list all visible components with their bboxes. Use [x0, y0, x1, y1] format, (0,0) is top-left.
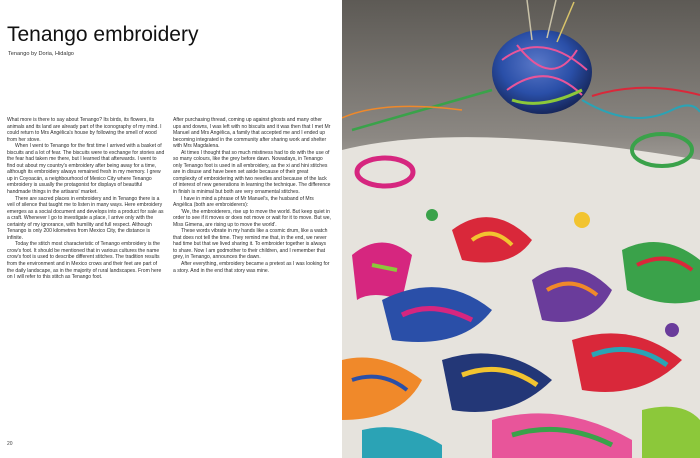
paragraph: When I went to Tenango for the first time I arrived with a basket of biscuits and a lot of fear. The biscuits were to exchange for stories and the fear had taken me there, but I learned that afterwards. I went to find out about my country's embroidery after being away for a time, although its embroidery always remained fresh in my memory. I grew up in Coyoacán, a neighbourhood of Mexico City where Tenango embroidery is usually the protagonist for displays of beautiful handmade things in the artisans' market. [7, 143, 165, 196]
paragraph: Today the stitch most characteristic of Tenango embroidery is the crow's foot. It should be mentioned that in various cultures the name crow's foot is used to describe different stitches. The tradition results from the environment and in Mexico crows and their feet are part of the daily landscape, as in the majority of rural landscapes. From here on I will refer to this stitch as Tenango foot. [7, 241, 162, 281]
embroidery-photo [342, 0, 700, 458]
page-number: 20 [7, 441, 13, 447]
text-column-1 [7, 117, 165, 281]
paragraph: What more is there to say about Tenango? Its birds, its flowers, its animals and its land are already part of the iconography of my mind. I could return to Mrs Angélica's house by following the smell of wood from her stove. [7, 117, 162, 143]
paragraph: After everything, embroidery became a pretext as I was looking for a story. And in the end that story was mine. [173, 261, 330, 274]
left-page [0, 0, 342, 458]
paragraph: There are sacred places in embroidery and in Tenango there is a veil of silence that taught me to listen in many ways. Here embroidery emerges as a social document and develops into a product for sale as a craft. Whenever I go to investigate a place, I arrive only with the certainty of my ignorance, with humility and full respect. Although Tenango is only 200 kilometres from Mexico City, the distance is infinite. [7, 195, 164, 241]
article-title: Tenango embroidery [7, 23, 199, 46]
paragraph: 'We, the embroiderers, rise up to move the world. But keep quiet in order to see if it moves or does not move or wait for it to move. But we, Miss Gimena, are rising up to move the world'. [173, 208, 331, 228]
paragraph: After purchasing thread, coming up against ghosts and many other ups and downs, I was left with no biscuits and it was then that I met Mr Manuel and Mrs Angélica, a family that accepted me and I ended up becoming integrated in the community after sharing work and shelter with Mrs Magdalena. [173, 117, 331, 150]
paragraph: I have in mind a phrase of Mr Manuel's, the husband of Mrs Angélica (both are embroiderers): [173, 195, 314, 209]
text-column-2 [173, 117, 331, 274]
article-subtitle: Tenango by Doria, Hidalgo [8, 51, 74, 57]
paragraph: At times I thought that so much mistiness had to do with the use of so many colours, like the grey before dawn. Nowadays, in Tenango only Tenango foot is used in all embroidery, as the xi and hini stitches are in disuse and have been set aside because of their great complexity of embroidering with two needles and because of the lack of interest of new generations in learning the technique. The difference in finish is minimal but both are very ornamental stitches. [173, 149, 331, 196]
paragraph: These words vibrate in my hands like a cosmic drum, like a watch that does not tell the time. They remind me that, in the end, we never had time but that we lived sharing it. To embroider together is always to share. Now I am godmother to their children, and I remember that grey, in Tenango, announces the dawn. [173, 228, 328, 261]
